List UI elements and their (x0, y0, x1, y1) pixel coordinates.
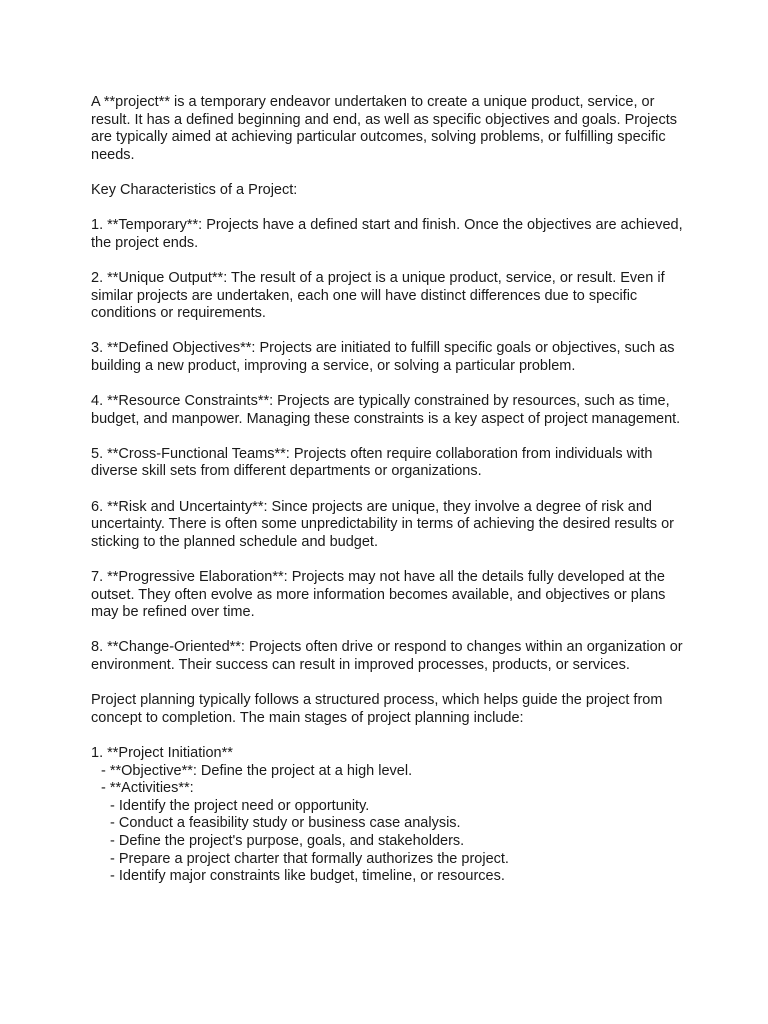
activity-item: - Prepare a project charter that formally authorizes the project. (110, 850, 509, 867)
document-page (91, 94, 691, 886)
stage-project-initiation (91, 745, 691, 886)
activity-item: - Identify the project need or opportunity. (110, 797, 370, 814)
activity-item: - Identify major constraints like budget, timeline, or resources. (110, 868, 505, 885)
characteristic-item: 5. **Cross-Functional Teams**: Projects often require collaboration from individuals with diverse skill sets from different departments or organizations. (91, 445, 653, 480)
planning-intro-paragraph: Project planning typically follows a structured process, which helps guide the project from concept to completion. The main stages of project planning include: (91, 692, 663, 726)
activity-item: - Define the project's purpose, goals, and stakeholders. (110, 832, 465, 849)
characteristics-heading: Key Characteristics of a Project: (91, 181, 298, 198)
stage-objective: - **Objective**: Define the project at a high level. (101, 762, 413, 779)
activity-item: - Conduct a feasibility study or business case analysis. (110, 815, 461, 832)
characteristic-item: 8. **Change-Oriented**: Projects often drive or respond to changes within an organization or environment. Their success can result in improved processes, products, or services. (91, 639, 683, 673)
characteristic-item: 7. **Progressive Elaboration**: Projects may not have all the details fully developed at the outset. They often evolve as more information becomes available, and objectives or plans may be refined over time. (91, 569, 666, 621)
characteristic-item: 2. **Unique Output**: The result of a project is a unique product, service, or result. Even if similar projects are undertaken, each one will have distinct differences due to specific conditions or requirements. (91, 269, 665, 322)
characteristic-item: 3. **Defined Objectives**: Projects are initiated to fulfill specific goals or objectives, such as building a new product, improving a service, or solving a particular problem. (91, 340, 675, 374)
intro-paragraph: A **project** is a temporary endeavor undertaken to create a unique product, service, or result. It has a defined beginning and end, as well as specific objectives and goals. Projects are typically aimed at achieving particular outcomes, solving problems, or fulfilling specific needs. (91, 94, 677, 163)
characteristic-item: 1. **Temporary**: Projects have a defined start and finish. Once the objectives are achieved, the project ends. (91, 217, 683, 251)
characteristic-item: 6. **Risk and Uncertainty**: Since projects are unique, they involve a degree of risk and uncertainty. There is often some unpredictability in terms of achieving the desired results or sticking to the planned schedule and budget. (91, 498, 674, 550)
stage-title: 1. **Project Initiation** (91, 744, 233, 761)
characteristic-item: 4. **Resource Constraints**: Projects are typically constrained by resources, such as time, budget, and manpower. Managing these constraints is a key aspect of project management. (91, 393, 681, 427)
stage-activities-label: - **Activities**: (101, 780, 194, 797)
